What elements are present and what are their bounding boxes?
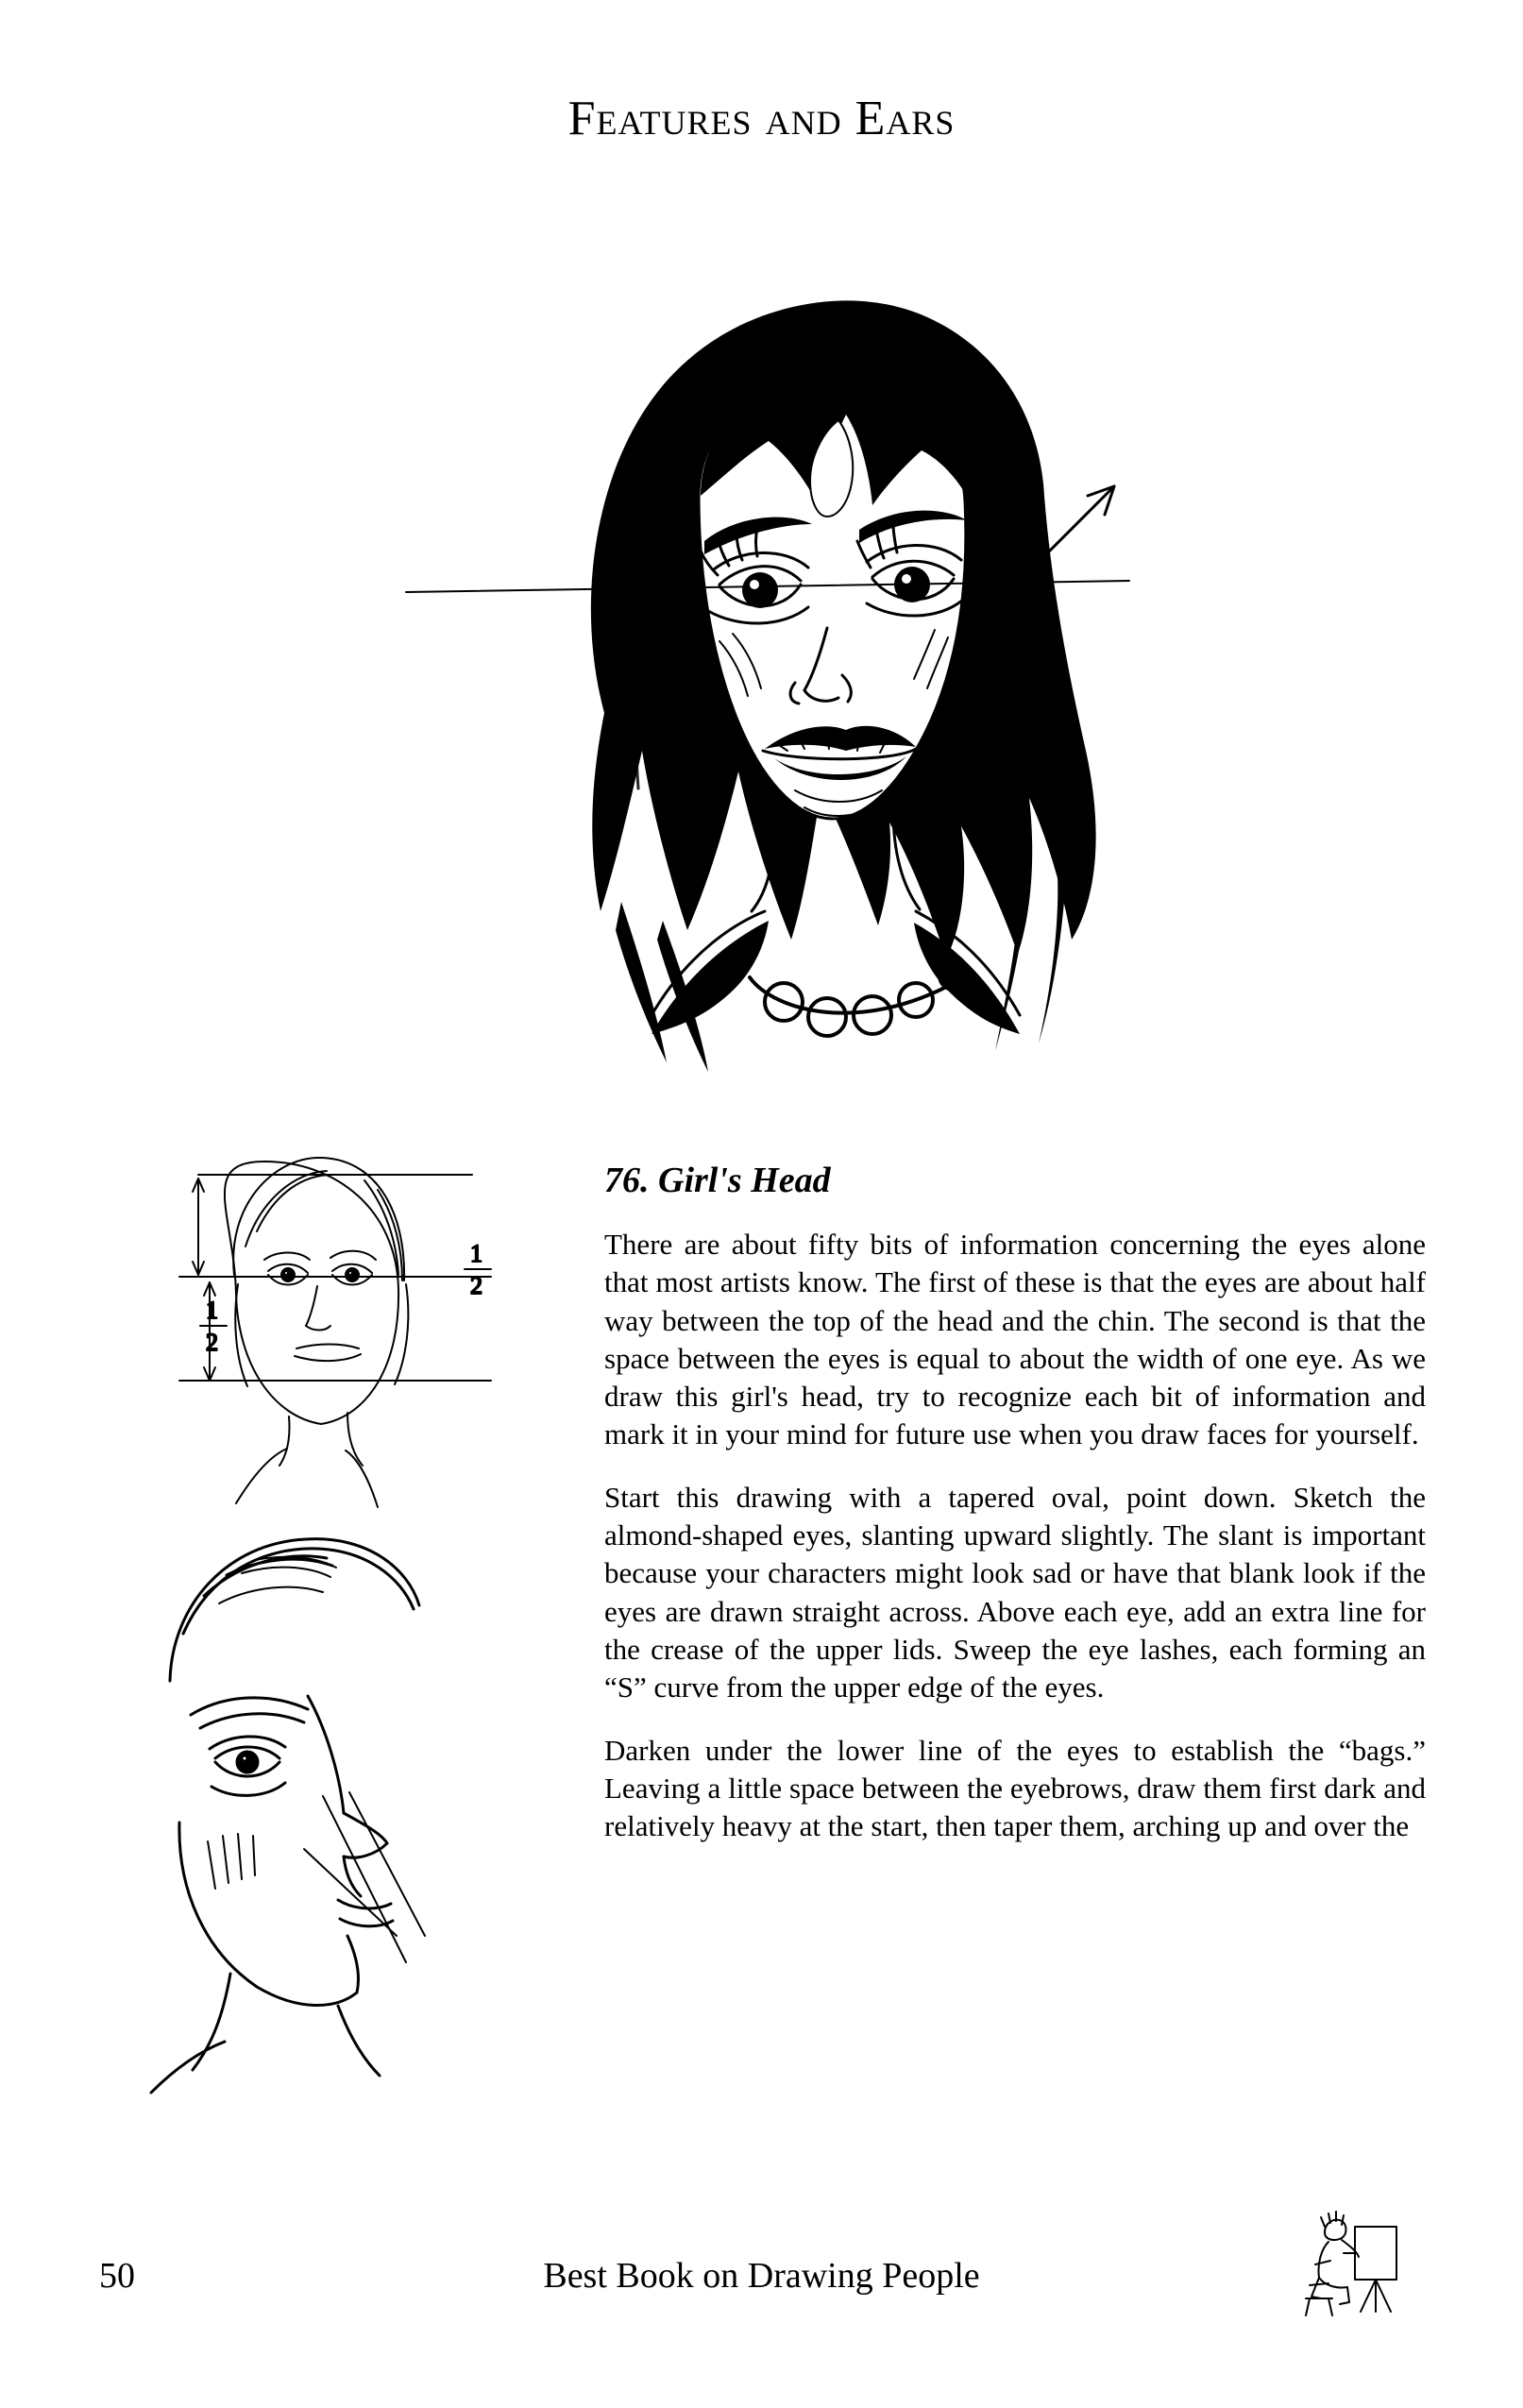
svg-text:1: 1	[470, 1240, 482, 1267]
svg-text:2: 2	[206, 1329, 218, 1356]
girl-head-finished-drawing	[368, 184, 1171, 1157]
paragraph-1: There are about fifty bits of information concerning the eyes alone that most artists know. The first of these is that the eyes are about half way between the top of the head and the chin. The second is that the space between the eyes is equal to about the width of one eye. As we draw this girl's head, try to recognize each bit of information and mark it in your mind for future use when you draw faces for yourself.	[604, 1228, 1426, 1451]
svg-text:2: 2	[470, 1272, 482, 1299]
profile-head-construction-sketch	[113, 1492, 567, 2096]
paragraph-2: Start this drawing with a tapered oval, point down. Sketch the almond-shaped eyes, slanting upward slightly. The slant is important because your characters might look sad or have that blank look if the eyes are drawn straight across. Above each eye, add an extra line for the crease of the upper lids. Sweep the eye lashes, each forming an “S” curve from the upper edge of the eyes.	[604, 1480, 1426, 1704]
page-title	[0, 91, 1523, 146]
girl-head-proportions-diagram	[94, 1133, 567, 1530]
page-number: 50	[99, 2256, 135, 2296]
section-heading: 76. Girl's Head	[604, 1161, 831, 1200]
svg-text:1: 1	[206, 1297, 218, 1324]
artist-at-easel-logo	[1287, 2198, 1410, 2321]
running-footer-title: Best Book on Drawing People	[543, 2256, 980, 2296]
article-text-column	[604, 1160, 1426, 1870]
paragraph-3: Darken under the lower line of the eyes to establish the “bags.” Leaving a little space between the eyebrows, draw them first dark and relatively heavy at the start, then taper them, arching up and over the	[604, 1733, 1426, 1843]
page-title-text: Features and Ears	[567, 92, 956, 145]
